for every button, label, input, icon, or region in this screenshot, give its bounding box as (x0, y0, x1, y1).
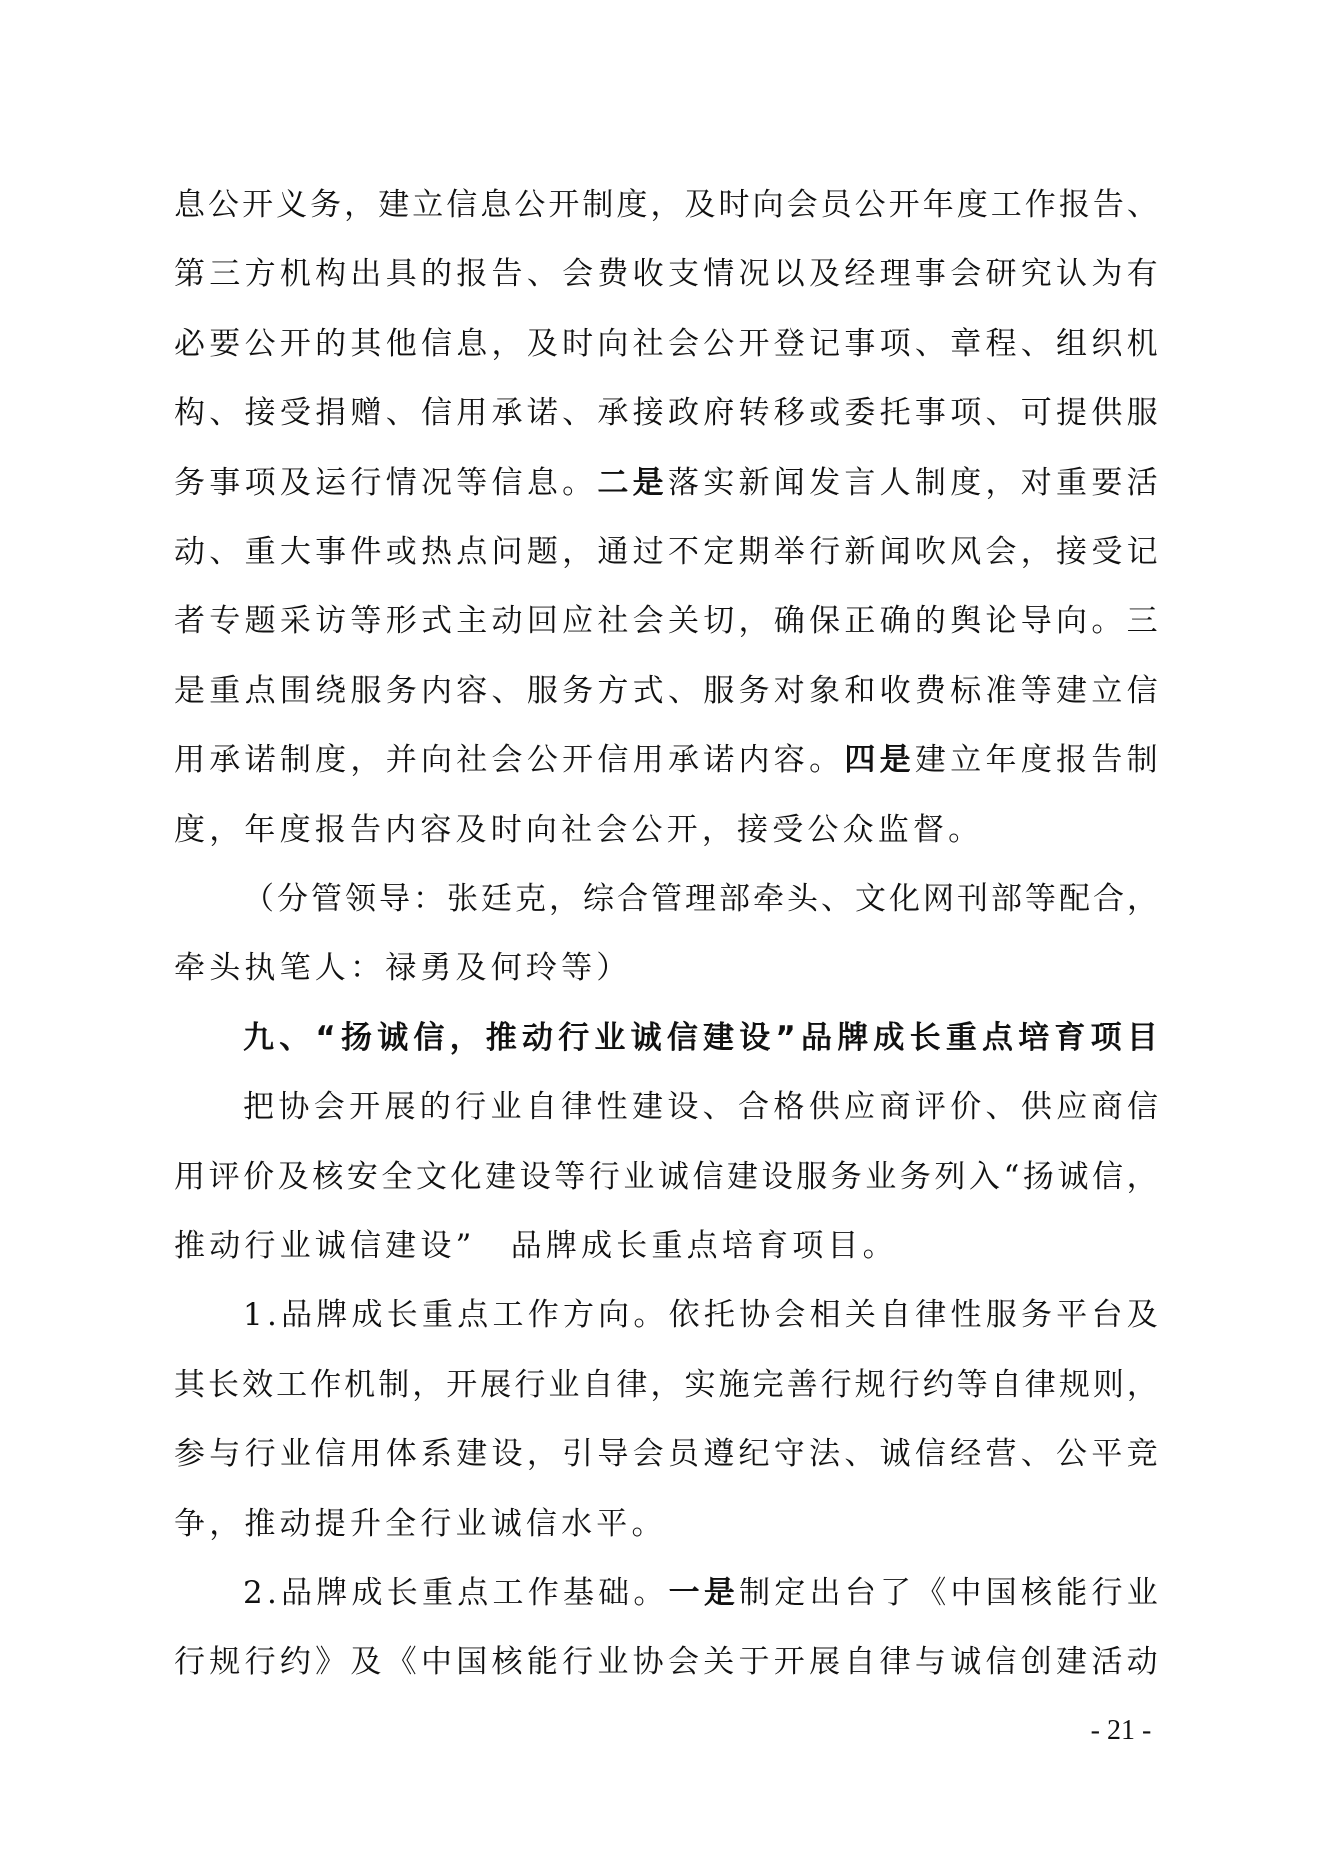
text-line: 务 事 项 及 运 行 情 况 等 信 息 。 二 是 落 实 新 闻 发 言 人 制 度 ， 对 重 要 活 (174, 464, 1158, 501)
text-line: 息 公 开 义 务 ， 建 立 信 息 公 开 制 度 ， 及 时 向 会 员 公 开 年 度 工 作 报 告 、 (174, 187, 1158, 223)
text-line: （ 分 管 领 导 ： 张 廷 克 ， 综 合 管 理 部 牵 头 、 文 化 网 刊 部 等 配 合 ， (243, 881, 1158, 917)
text-line: 推 动 行 业 诚 信 建 设 ” 品 牌 成 长 重 点 培 育 项 目 。 (174, 1228, 894, 1264)
text-line: 行 规 行 约 》 及 《 中 国 核 能 行 业 协 会 关 于 开 展 自 律 与 诚 信 创 建 活 动 (174, 1644, 1158, 1681)
text-line: 是 重 点 围 绕 服 务 内 容 、 服 务 方 式 、 服 务 对 象 和 收 费 标 准 等 建 立 信 (174, 672, 1158, 709)
text-line: 必 要 公 开 的 其 他 信 息 ， 及 时 向 社 会 公 开 登 记 事 项 、 章 程 、 组 织 机 (174, 325, 1158, 362)
text-line: 动 、 重 大 事 件 或 热 点 问 题 ， 通 过 不 定 期 举 行 新 闻 吹 风 会 ， 接 受 记 (174, 534, 1158, 570)
section-heading: 九 、 “ 扬 诚 信 ， 推 动 行 业 诚 信 建 设 ” 品 牌 成 长 重 点 培 育 项 目 (243, 1019, 1158, 1056)
text-line: 构 、 接 受 捐 赠 、 信 用 承 诺 、 承 接 政 府 转 移 或 委 托 事 项 、 可 提 供 服 (174, 395, 1158, 432)
text-line: 第 三 方 机 构 出 具 的 报 告 、 会 费 收 支 情 况 以 及 经 理 事 会 研 究 认 为 有 (174, 256, 1158, 293)
text-line: 者 专 题 采 访 等 形 式 主 动 回 应 社 会 关 切 ， 确 保 正 确 的 舆 论 导 向 。 三 (174, 603, 1158, 640)
text-line: 度 ， 年 度 报 告 内 容 及 时 向 社 会 公 开 ， 接 受 公 众 监 督 。 (174, 811, 980, 848)
text-line: 1 . 品 牌 成 长 重 点 工 作 方 向 。 依 托 协 会 相 关 自 律 性 服 务 平 台 及 (243, 1297, 1158, 1334)
text-line: 参 与 行 业 信 用 体 系 建 设 ， 引 导 会 员 遵 纪 守 法 、 诚 信 经 营 、 公 平 竞 (174, 1436, 1158, 1473)
text-line: 争 ， 推 动 提 升 全 行 业 诚 信 水 平 。 (174, 1505, 663, 1542)
text-line: 2 . 品 牌 成 长 重 点 工 作 基 础 。 一 是 制 定 出 台 了 《 中 国 核 能 行 业 (243, 1575, 1158, 1611)
text-line: 其 长 效 工 作 机 制 ， 开 展 行 业 自 律 ， 实 施 完 善 行 规 行 约 等 自 律 规 则 ， (174, 1366, 1158, 1403)
text-line: 把 协 会 开 展 的 行 业 自 律 性 建 设 、 合 格 供 应 商 评 价 、 供 应 商 信 (243, 1089, 1158, 1126)
text-line: 用 评 价 及 核 安 全 文 化 建 设 等 行 业 诚 信 建 设 服 务 业 务 列 入 “ 扬 诚 信 ， (174, 1158, 1158, 1195)
page-number: - 21 - (1090, 1715, 1152, 1746)
text-line: 用 承 诺 制 度 ， 并 向 社 会 公 开 信 用 承 诺 内 容 。 四 是 建 立 年 度 报 告 制 (174, 742, 1158, 779)
text-line: 牵 头 执 笔 人 ： 禄 勇 及 何 玲 等 ） (174, 950, 628, 987)
